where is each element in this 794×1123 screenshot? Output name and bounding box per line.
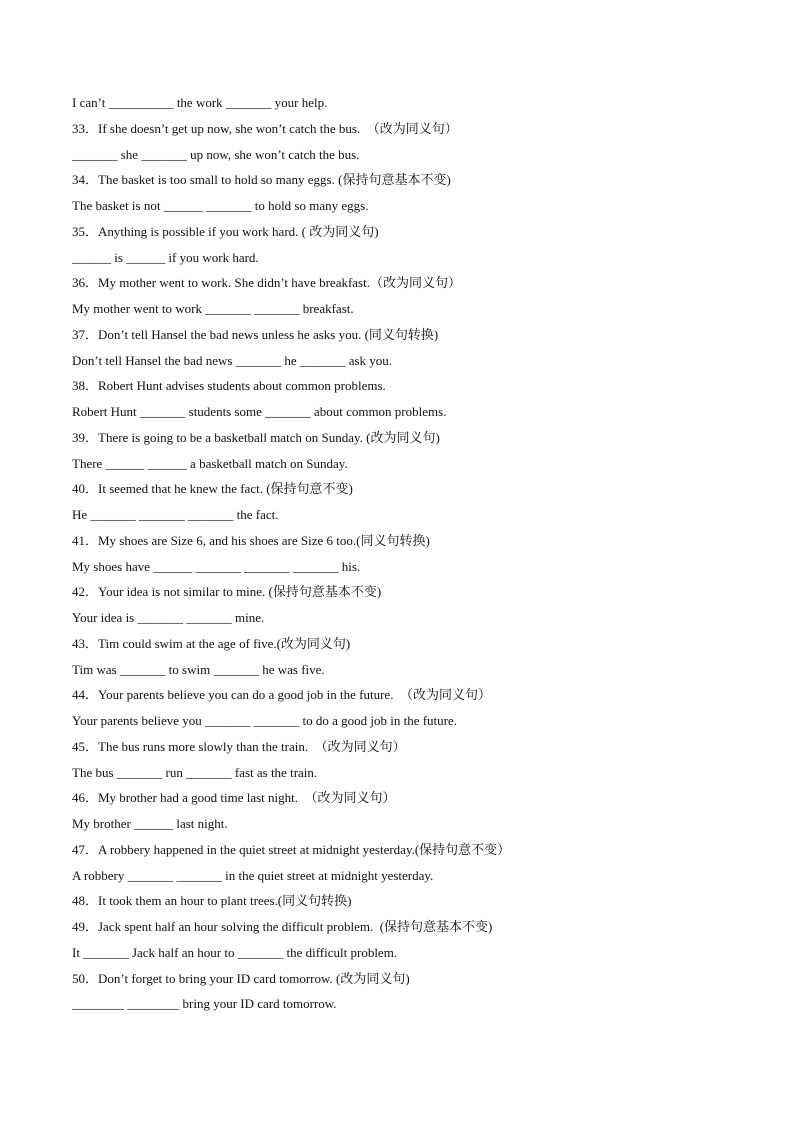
question-46: 46．My brother had a good time last night. （改为同义句） xyxy=(72,790,396,806)
question-49: 49．Jack spent half an hour solving the difficult problem. (保持句意基本不变) xyxy=(72,919,493,934)
answer-line-45: The bus _______ run _______ fast as the train. xyxy=(72,764,318,780)
question-39: 39．There is going to be a basketball match on Sunday. (改为同义句) xyxy=(72,429,440,445)
answer-line-47: A robbery _______ _______ in the quiet street at midnight yesterday. xyxy=(72,867,434,883)
question-50: 50．Don’t forget to bring your ID card tomorrow. (改为同义句) xyxy=(72,970,410,986)
answer-line-37: Don’t tell Hansel the bad news _______ he _______ ask you. xyxy=(72,352,393,368)
question-48: 48．It took them an hour to plant trees.(同义句转换) xyxy=(72,893,352,909)
answer-line-38: Robert Hunt _______ students some _______ about common problems. xyxy=(72,404,447,419)
question-34: 34．The basket is too small to hold so many eggs. (保持句意基本不变) xyxy=(72,172,451,188)
answer-line-42: Your idea is _______ _______ mine. xyxy=(72,610,265,625)
question-40: 40．It seemed that he knew the fact. (保持句意不变) xyxy=(72,481,353,497)
answer-line-49: It _______ Jack half an hour to _______ the difficult problem. xyxy=(72,944,398,960)
question-45: 45．The bus runs more slowly than the train. （改为同义句） xyxy=(72,738,406,754)
question-36: 36．My mother went to work. She didn’t have breakfast.（改为同义句） xyxy=(72,275,461,291)
answer-line-41: My shoes have ______ _______ _______ _______ his. xyxy=(72,558,361,574)
answer-line-40: He _______ _______ _______ the fact. xyxy=(72,507,279,522)
question-43: 43．Tim could swim at the age of five.(改为同义句) xyxy=(72,635,351,651)
question-42: 42．Your idea is not similar to mine. (保持句意基本不变) xyxy=(72,584,382,600)
question-37: 37．Don’t tell Hansel the bad news unless he asks you. (同义句转换) xyxy=(72,326,439,342)
question-33: 33．If she doesn’t get up now, she won’t catch the bus. （改为同义句） xyxy=(72,120,458,136)
answer-line-33: _______ she _______ up now, she won’t catch the bus. xyxy=(72,146,360,162)
answer-line-32: I can’t __________ the work _______ your help. xyxy=(72,95,328,110)
question-35: 35．Anything is possible if you work hard. ( 改为同义句) xyxy=(72,223,379,239)
answer-line-50: ________ ________ bring your ID card tomorrow. xyxy=(72,996,337,1012)
question-47: 47．A robbery happened in the quiet street at midnight yesterday.(保持句意不变） xyxy=(72,841,511,857)
question-38: 38．Robert Hunt advises students about common problems. xyxy=(72,378,386,394)
answer-line-39: There ______ ______ a basketball match on Sunday. xyxy=(72,455,348,471)
answer-line-46: My brother ______ last night. xyxy=(72,816,228,831)
answer-line-34: The basket is not ______ _______ to hold so many eggs. xyxy=(72,198,369,213)
answer-line-36: My mother went to work _______ _______ breakfast. xyxy=(72,301,354,316)
question-44: 44．Your parents believe you can do a good job in the future. （改为同义句） xyxy=(72,687,491,703)
answer-line-35: ______ is ______ if you work hard. xyxy=(72,249,259,265)
answer-line-43: Tim was _______ to swim _______ he was five. xyxy=(72,661,325,677)
exercise-list xyxy=(72,94,732,1021)
question-41: 41．My shoes are Size 6, and his shoes are Size 6 too.(同义句转换) xyxy=(72,532,430,548)
answer-line-44: Your parents believe you _______ _______ to do a good job in the future. xyxy=(72,713,458,728)
